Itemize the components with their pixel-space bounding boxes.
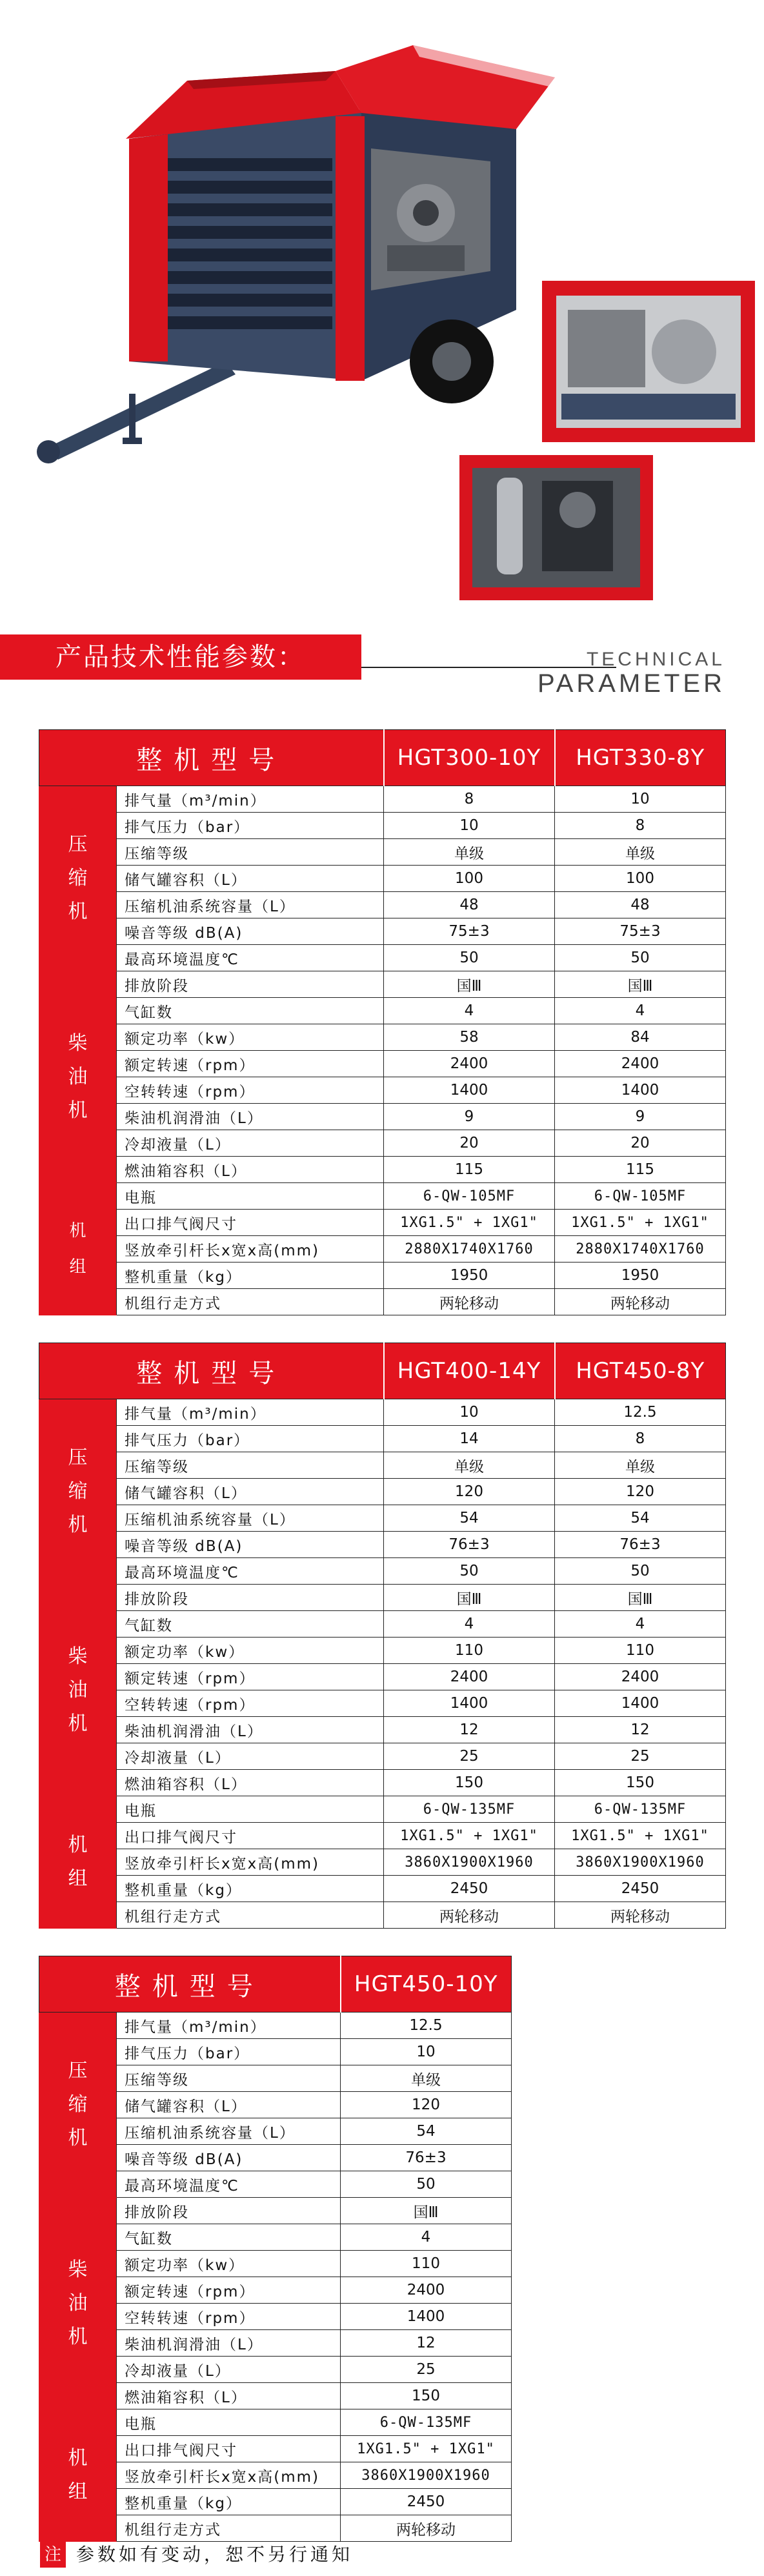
row-value: 2450	[555, 1876, 726, 1902]
table-row	[39, 945, 726, 971]
row-value: 单级	[555, 839, 726, 866]
row-value: 单级	[341, 2065, 512, 2092]
row-value: 10	[384, 1399, 555, 1426]
row-value: 58	[384, 1024, 555, 1051]
row-value: 150	[384, 1770, 555, 1796]
row-label: 出口排气阀尺寸	[117, 1823, 384, 1849]
row-label: 排放阶段	[117, 1585, 384, 1611]
row-label: 冷却液量（L）	[117, 1130, 384, 1157]
row-value: 12	[555, 1717, 726, 1743]
model-name: HGT300-10Y	[384, 730, 555, 786]
model-header: 整机型号	[39, 1956, 341, 2013]
row-label: 柴油机润滑油（L）	[117, 1104, 384, 1130]
row-value: 75±3	[555, 918, 726, 945]
row-value: 54	[384, 1505, 555, 1532]
group-compressor: 压 缩 机	[39, 2013, 117, 2198]
wheel	[410, 319, 494, 403]
section-divider	[361, 667, 616, 668]
table-row	[39, 1130, 726, 1157]
row-label: 整机重量（kg）	[117, 1876, 384, 1902]
row-label: 最高环境温度℃	[117, 945, 384, 971]
table-header-row	[39, 730, 726, 786]
row-value: 20	[384, 1130, 555, 1157]
group-unit: 机 组	[39, 1183, 117, 1315]
row-value: 10	[555, 786, 726, 813]
table-row	[39, 2409, 512, 2436]
row-value: 4	[555, 998, 726, 1024]
row-value: 100	[555, 866, 726, 892]
row-value: 76±3	[555, 1532, 726, 1558]
table-row	[39, 1479, 726, 1505]
table-row	[39, 1638, 726, 1664]
row-label: 竖放牵引杆长x宽x高(mm)	[117, 1236, 384, 1263]
table-row	[39, 918, 726, 945]
row-value: 两轮移动	[555, 1289, 726, 1315]
table-row	[39, 1077, 726, 1104]
row-value: 8	[384, 786, 555, 813]
row-value: 1XG1.5" + 1XG1"	[384, 1210, 555, 1236]
row-value: 1XG1.5" + 1XG1"	[384, 1823, 555, 1849]
row-label: 机组行走方式	[117, 1902, 384, 1929]
row-label: 压缩机油系统容量（L）	[117, 2118, 341, 2145]
row-value: 两轮移动	[384, 1902, 555, 1929]
row-label: 排气量（m³/min）	[117, 786, 384, 813]
row-label: 冷却液量（L）	[117, 1743, 384, 1770]
table-row	[39, 1532, 726, 1558]
table-row	[39, 1399, 726, 1426]
row-value: 12.5	[555, 1399, 726, 1426]
row-value: 12.5	[341, 2013, 512, 2039]
row-label: 噪音等级 dB(A)	[117, 1532, 384, 1558]
row-value: 54	[341, 2118, 512, 2145]
table-row	[39, 1210, 726, 1236]
row-value: 48	[555, 892, 726, 918]
row-label: 出口排气阀尺寸	[117, 1210, 384, 1236]
row-value: 1400	[384, 1690, 555, 1717]
row-label: 压缩机油系统容量（L）	[117, 892, 384, 918]
table-header-row	[39, 1956, 512, 2013]
row-label: 额定功率（kw）	[117, 2251, 341, 2277]
note-text: 参数如有变动，恕不另行通知	[76, 2544, 354, 2565]
row-label: 排放阶段	[117, 971, 384, 998]
row-value: 6-QW-105MF	[555, 1183, 726, 1210]
row-label: 额定功率（kw）	[117, 1024, 384, 1051]
row-label: 最高环境温度℃	[117, 2171, 341, 2198]
row-label: 排气压力（bar）	[117, 813, 384, 839]
table-row	[39, 1664, 726, 1690]
section-en-line1: TECHNICAL	[586, 649, 725, 670]
row-value: 两轮移动	[384, 1289, 555, 1315]
row-label: 噪音等级 dB(A)	[117, 2145, 341, 2171]
row-value: 2450	[341, 2489, 512, 2515]
row-value: 110	[555, 1638, 726, 1664]
row-label: 竖放牵引杆长x宽x高(mm)	[117, 2462, 341, 2489]
row-value: 国Ⅲ	[555, 971, 726, 998]
table-row	[39, 1183, 726, 1210]
row-label: 气缸数	[117, 1611, 384, 1638]
row-value: 2400	[384, 1664, 555, 1690]
row-value: 单级	[384, 839, 555, 866]
row-value: 1400	[341, 2304, 512, 2330]
group-unit: 机 组	[39, 2409, 117, 2542]
row-value: 6-QW-135MF	[384, 1796, 555, 1823]
row-label: 额定转速（rpm）	[117, 1051, 384, 1077]
row-value: 110	[341, 2251, 512, 2277]
table-row	[39, 813, 726, 839]
row-label: 整机重量（kg）	[117, 1263, 384, 1289]
note-badge: 注	[40, 2542, 66, 2568]
row-value: 6-QW-135MF	[341, 2409, 512, 2436]
row-value: 25	[384, 1743, 555, 1770]
row-label: 额定功率（kw）	[117, 1638, 384, 1664]
row-value: 10	[341, 2039, 512, 2065]
row-value: 2400	[555, 1664, 726, 1690]
row-label: 排气压力（bar）	[117, 2039, 341, 2065]
table-row	[39, 1796, 726, 1823]
section-header	[0, 629, 764, 700]
tank-detail-photo	[459, 455, 653, 600]
row-value: 国Ⅲ	[384, 1585, 555, 1611]
row-label: 最高环境温度℃	[117, 1558, 384, 1585]
row-label: 竖放牵引杆长x宽x高(mm)	[117, 1849, 384, 1876]
model-name: HGT330-8Y	[555, 730, 726, 786]
row-value: 8	[555, 1426, 726, 1452]
row-value: 84	[555, 1024, 726, 1051]
row-value: 115	[384, 1157, 555, 1183]
model-name: HGT450-10Y	[341, 1956, 512, 2013]
row-value: 50	[384, 945, 555, 971]
table-row	[39, 1236, 726, 1263]
row-label: 排气量（m³/min）	[117, 2013, 341, 2039]
table-row	[39, 1743, 726, 1770]
spec-table-3	[39, 1956, 512, 2542]
row-value: 2400	[384, 1051, 555, 1077]
product-hero	[0, 0, 764, 613]
spec-table-2	[39, 1343, 726, 1929]
row-label: 柴油机润滑油（L）	[117, 2330, 341, 2357]
group-unit: 机 组	[39, 1796, 117, 1929]
table-row	[39, 1823, 726, 1849]
row-value: 50	[384, 1558, 555, 1585]
row-label: 燃油箱容积（L）	[117, 2383, 341, 2409]
table-header-row	[39, 1343, 726, 1399]
row-value: 120	[341, 2092, 512, 2118]
row-value: 2880X1740X1760	[384, 1236, 555, 1263]
row-value: 6-QW-135MF	[555, 1796, 726, 1823]
row-label: 排放阶段	[117, 2198, 341, 2224]
row-label: 燃油箱容积（L）	[117, 1770, 384, 1796]
row-label: 额定转速（rpm）	[117, 1664, 384, 1690]
row-value: 150	[555, 1770, 726, 1796]
row-label: 机组行走方式	[117, 1289, 384, 1315]
group-engine: 柴 油 机	[39, 1585, 117, 1796]
row-value: 1400	[555, 1077, 726, 1104]
compressor-illustration	[0, 0, 764, 613]
table-row	[39, 1505, 726, 1532]
row-value: 120	[384, 1479, 555, 1505]
tow-bar	[37, 361, 236, 463]
model-header: 整机型号	[39, 730, 384, 786]
row-label: 额定转速（rpm）	[117, 2277, 341, 2304]
row-value: 1950	[555, 1263, 726, 1289]
table-row	[39, 839, 726, 866]
table-row	[39, 892, 726, 918]
table-row	[39, 1717, 726, 1743]
model-name: HGT450-8Y	[555, 1343, 726, 1399]
row-value: 1400	[384, 1077, 555, 1104]
row-label: 压缩机油系统容量（L）	[117, 1505, 384, 1532]
model-header: 整机型号	[39, 1343, 384, 1399]
group-compressor: 压 缩 机	[39, 1399, 117, 1585]
row-label: 排气量（m³/min）	[117, 1399, 384, 1426]
row-value: 120	[555, 1479, 726, 1505]
row-value: 4	[341, 2224, 512, 2251]
table-row	[39, 1157, 726, 1183]
row-value: 3860X1900X1960	[555, 1849, 726, 1876]
spec-table-1	[39, 729, 726, 1315]
table-row	[39, 1289, 726, 1315]
row-value: 2400	[555, 1051, 726, 1077]
table-row	[39, 971, 726, 998]
row-value: 110	[384, 1638, 555, 1664]
table-row	[39, 1263, 726, 1289]
table-row	[39, 1452, 726, 1479]
row-value: 54	[555, 1505, 726, 1532]
row-value: 4	[384, 998, 555, 1024]
table-row	[39, 1690, 726, 1717]
table-row	[39, 1585, 726, 1611]
row-label: 整机重量（kg）	[117, 2489, 341, 2515]
table-row	[39, 866, 726, 892]
table-row	[39, 786, 726, 813]
row-value: 100	[384, 866, 555, 892]
row-label: 冷却液量（L）	[117, 2357, 341, 2383]
row-value: 1XG1.5" + 1XG1"	[555, 1823, 726, 1849]
row-label: 电瓶	[117, 1796, 384, 1823]
table-row	[39, 998, 726, 1024]
row-label: 空转转速（rpm）	[117, 1690, 384, 1717]
table-row	[39, 1611, 726, 1638]
row-label: 压缩等级	[117, 1452, 384, 1479]
row-value: 2880X1740X1760	[555, 1236, 726, 1263]
row-label: 气缸数	[117, 2224, 341, 2251]
row-value: 2450	[384, 1876, 555, 1902]
row-value: 4	[384, 1611, 555, 1638]
section-title: 产品技术性能参数：	[55, 642, 305, 672]
row-value: 25	[555, 1743, 726, 1770]
row-label: 压缩等级	[117, 839, 384, 866]
row-value: 国Ⅲ	[341, 2198, 512, 2224]
row-label: 燃油箱容积（L）	[117, 1157, 384, 1183]
row-label: 电瓶	[117, 1183, 384, 1210]
model-name: HGT400-14Y	[384, 1343, 555, 1399]
row-value: 国Ⅲ	[555, 1585, 726, 1611]
row-value: 50	[555, 1558, 726, 1585]
section-en-line2: PARAMETER	[538, 669, 725, 698]
row-value: 115	[555, 1157, 726, 1183]
table-row	[39, 1104, 726, 1130]
row-label: 空转转速（rpm）	[117, 1077, 384, 1104]
row-label: 储气罐容积（L）	[117, 866, 384, 892]
table-row	[39, 1558, 726, 1585]
row-value: 50	[341, 2171, 512, 2198]
table-row	[39, 1024, 726, 1051]
row-value: 75±3	[384, 918, 555, 945]
table-row	[39, 2198, 512, 2224]
table-row	[39, 1426, 726, 1452]
row-label: 气缸数	[117, 998, 384, 1024]
row-value: 14	[384, 1426, 555, 1452]
group-compressor: 压 缩 机	[39, 786, 117, 971]
row-value: 1XG1.5" + 1XG1"	[341, 2436, 512, 2462]
row-value: 150	[341, 2383, 512, 2409]
row-value: 3860X1900X1960	[384, 1849, 555, 1876]
row-label: 电瓶	[117, 2409, 341, 2436]
row-label: 出口排气阀尺寸	[117, 2436, 341, 2462]
row-value: 6-QW-105MF	[384, 1183, 555, 1210]
row-value: 12	[384, 1717, 555, 1743]
row-label: 储气罐容积（L）	[117, 1479, 384, 1505]
group-engine: 柴 油 机	[39, 971, 117, 1183]
row-value: 8	[555, 813, 726, 839]
row-value: 国Ⅲ	[384, 971, 555, 998]
row-value: 两轮移动	[555, 1902, 726, 1929]
row-value: 76±3	[384, 1532, 555, 1558]
row-label: 柴油机润滑油（L）	[117, 1717, 384, 1743]
row-value: 9	[555, 1104, 726, 1130]
row-label: 压缩等级	[117, 2065, 341, 2092]
row-label: 机组行走方式	[117, 2515, 341, 2542]
table-row	[39, 1876, 726, 1902]
table-row	[39, 2013, 512, 2039]
row-value: 50	[555, 945, 726, 971]
row-value: 9	[384, 1104, 555, 1130]
group-engine: 柴 油 机	[39, 2198, 117, 2409]
row-value: 20	[555, 1130, 726, 1157]
row-value: 单级	[555, 1452, 726, 1479]
row-value: 两轮移动	[341, 2515, 512, 2542]
row-value: 1XG1.5" + 1XG1"	[555, 1210, 726, 1236]
row-value: 3860X1900X1960	[341, 2462, 512, 2489]
row-value: 2400	[341, 2277, 512, 2304]
row-label: 排气压力（bar）	[117, 1426, 384, 1452]
row-label: 储气罐容积（L）	[117, 2092, 341, 2118]
row-value: 48	[384, 892, 555, 918]
row-value: 25	[341, 2357, 512, 2383]
row-label: 空转转速（rpm）	[117, 2304, 341, 2330]
engine-detail-photo	[542, 281, 755, 442]
row-value: 10	[384, 813, 555, 839]
row-value: 12	[341, 2330, 512, 2357]
table-row	[39, 1849, 726, 1876]
row-value: 单级	[384, 1452, 555, 1479]
table-row	[39, 1051, 726, 1077]
row-value: 1400	[555, 1690, 726, 1717]
table-row	[39, 1902, 726, 1929]
row-label: 噪音等级 dB(A)	[117, 918, 384, 945]
table-row	[39, 1770, 726, 1796]
row-value: 4	[555, 1611, 726, 1638]
row-value: 1950	[384, 1263, 555, 1289]
row-value: 76±3	[341, 2145, 512, 2171]
